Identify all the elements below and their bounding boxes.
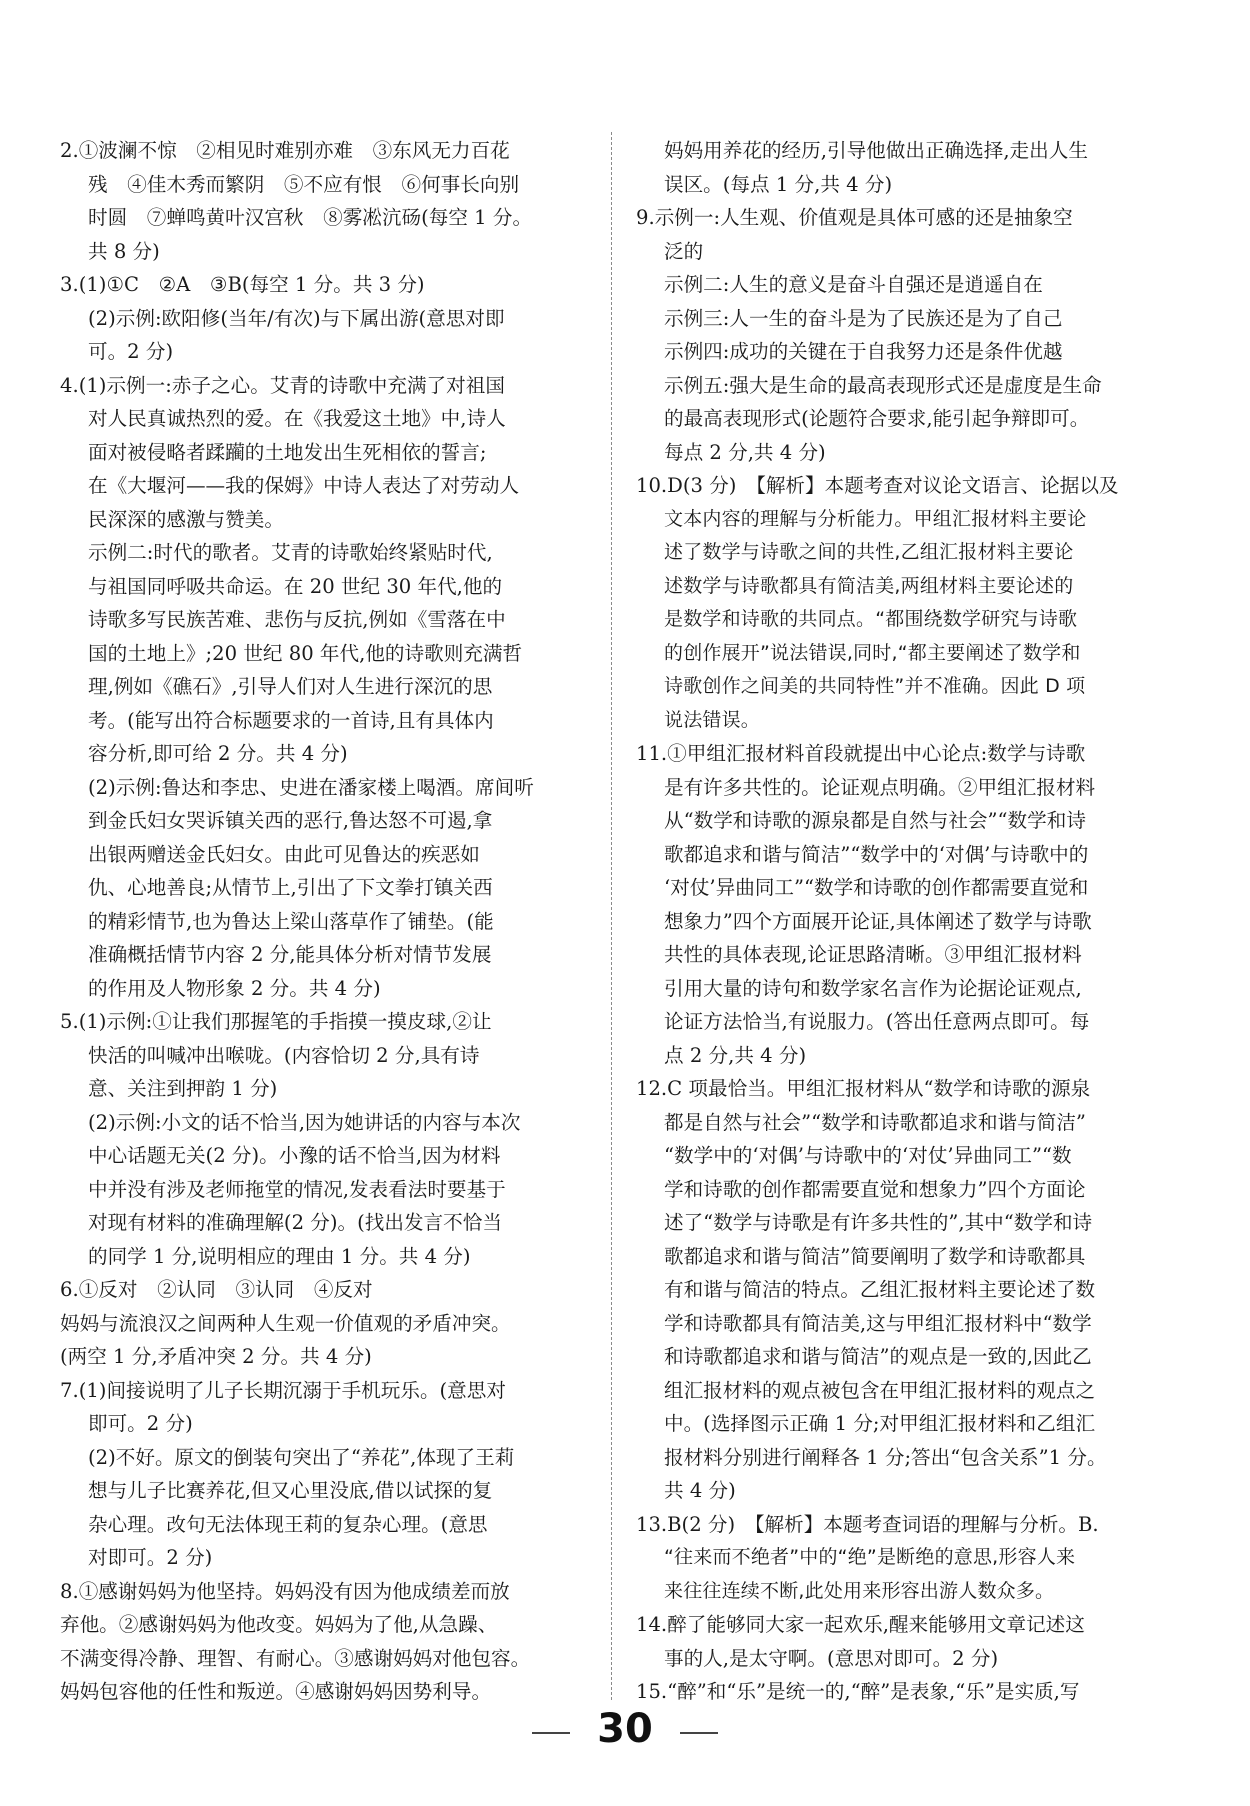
text-line: “往来而不绝者”中的“绝”是断绝的意思,形容人来 — [664, 1546, 1076, 1568]
text-line: 学和诗歌的创作都需要直觉和想象力”四个方面论 — [664, 1177, 1086, 1201]
text-line: 说法错误。 — [664, 708, 761, 731]
text-line: 想与儿子比赛养花,但又心里没底,借以试探的复 — [88, 1479, 493, 1502]
text-line: 有和谐与简洁的特点。乙组汇报材料主要论述了数 — [664, 1278, 1096, 1301]
text-line: 都是自然与社会”“数学和诗歌都追求和谐与简洁” — [664, 1110, 1086, 1134]
text-line: 述了“数学与诗歌是有许多共性的”,其中“数学和诗 — [664, 1211, 1093, 1234]
text-line: 泛的 — [664, 239, 704, 263]
text-line: 对人民真诚热烈的爱。在《我爱这土地》中,诗人 — [88, 407, 506, 430]
text-line: 意、关注到押韵 1 分) — [88, 1077, 278, 1100]
text-line: 歌都追求和谐与简洁”简要阐明了数学和诗歌都具 — [664, 1244, 1086, 1268]
text-line: 误区。(每点 1 分,共 4 分) — [664, 172, 893, 196]
text-line: 13.B(2 分) 【解析】本题考查词语的理解与分析。B. — [636, 1512, 1099, 1536]
text-line: 在《大堰河——我的保姆》中诗人表达了对劳动人 — [88, 474, 520, 497]
text-line: (2)不好。原文的倒装句突出了“养花”,体现了王莉 — [88, 1445, 515, 1469]
text-line: 容分析,即可给 2 分。共 4 分) — [88, 742, 348, 765]
text-line: 快活的叫喊冲出喉咙。(内容恰切 2 分,具有诗 — [88, 1043, 480, 1067]
text-line: 论证方法恰当,有说服力。(答出任意两点即可。每 — [664, 1010, 1090, 1033]
text-line: 是有许多共性的。论证观点明确。②甲组汇报材料 — [664, 775, 1096, 799]
text-line: 6.①反对 ②认同 ③认同 ④反对 — [60, 1278, 373, 1301]
text-line: 妈妈包容他的任性和叛逆。④感谢妈妈因势利导。 — [60, 1680, 492, 1703]
text-line: 7.(1)间接说明了儿子长期沉溺于手机玩乐。(意思对 — [60, 1378, 506, 1402]
text-line: 学和诗歌都具有简洁美,这与甲组汇报材料中“数学 — [664, 1311, 1092, 1335]
text-line: 点 2 分,共 4 分) — [664, 1043, 807, 1067]
text-line: 诗歌多写民族苦难、悲伤与反抗,例如《雪落在中 — [88, 608, 506, 631]
text-line: 即可。2 分) — [88, 1412, 193, 1435]
text-line: 弃他。②感谢妈妈为他改变。妈妈为了他,从急躁、 — [60, 1613, 498, 1636]
text-line: 的最高表现形式(论题符合要求,能引起争辩即可。 — [664, 407, 1090, 430]
text-line: 共性的具体表现,论证思路清晰。③甲组汇报材料 — [664, 943, 1082, 966]
text-line: 引用大量的诗句和数学家名言作为论据论证观点, — [664, 976, 1082, 1000]
text-line: 和诗歌都追求和谐与简洁”的观点是一致的,因此乙 — [664, 1345, 1092, 1368]
text-line: 与祖国同呼吸共命运。在 20 世纪 30 年代,他的 — [88, 574, 503, 598]
text-line: 残 ④佳木秀而繁阴 ⑤不应有恨 ⑥何事长向别 — [88, 172, 520, 196]
text-line: 14.醉了能够同大家一起欢乐,醒来能够用文章记述这 — [636, 1613, 1085, 1636]
text-line: 对现有材料的准确理解(2 分)。(找出发言不恰当 — [88, 1211, 502, 1234]
text-line: 文本内容的理解与分析能力。甲组汇报材料主要论 — [664, 507, 1087, 530]
text-line: 出银两赠送金氏妇女。由此可见鲁达的疾恶如 — [88, 842, 480, 866]
text-line: 的精彩情节,也为鲁达上梁山落草作了铺垫。(能 — [88, 909, 494, 933]
text-line: 述了数学与诗歌之间的共性,乙组汇报材料主要论 — [664, 541, 1074, 563]
text-line: 示例三:人一生的奋斗是为了民族还是为了自己 — [664, 306, 1063, 330]
text-line: 的同学 1 分,说明相应的理由 1 分。共 4 分) — [88, 1244, 471, 1268]
text-line: 3.(1)①C ②A ③B(每空 1 分。共 3 分) — [60, 273, 425, 296]
text-line: 8.①感谢妈妈为他坚持。妈妈没有因为他成绩差而放 — [60, 1579, 510, 1603]
text-line: 来往往连续不断,此处用来形容出游人数众多。 — [664, 1579, 1055, 1602]
footer-dash-right — [680, 1732, 718, 1734]
text-line: 报材料分别进行阐释各 1 分;答出“包含关系”1 分。 — [664, 1445, 1107, 1469]
page-number: 30 — [597, 1706, 653, 1752]
text-line: 9.示例一:人生观、价值观是具体可感的还是抽象空 — [636, 206, 1073, 229]
text-line: 述数学与诗歌都具有简洁美,两组材料主要论述的 — [664, 574, 1074, 597]
text-line: 5.(1)示例:①让我们那握笔的手指摸一摸皮球,②让 — [60, 1010, 492, 1033]
page-footer — [0, 1702, 1250, 1762]
text-line: 4.(1)示例一:赤子之心。艾青的诗歌中充满了对祖国 — [60, 373, 505, 397]
text-line: 从“数学和诗歌的源泉都是自然与社会”“数学和诗 — [664, 809, 1086, 832]
text-line: “数学中的‘对偶’与诗歌中的‘对仗’异曲同工”“数 — [664, 1144, 1072, 1167]
text-line: 共 8 分) — [88, 239, 160, 263]
text-line: (2)示例:鲁达和李忠、史进在潘家楼上喝酒。席间听 — [88, 775, 534, 799]
text-line: 对即可。2 分) — [88, 1546, 213, 1569]
text-line: 10.D(3 分) 【解析】本题考查对议论文语言、论据以及 — [636, 474, 1119, 497]
right-column — [636, 134, 1166, 1709]
text-line: 示例五:强大是生命的最高表现形式还是虚度是生命 — [664, 373, 1102, 397]
text-line: 组汇报材料的观点被包含在甲组汇报材料的观点之 — [664, 1378, 1096, 1402]
text-line: 15.“醉”和“乐”是统一的,“醉”是表象,“乐”是实质,写 — [636, 1680, 1080, 1703]
text-line: 示例四:成功的关键在于自我努力还是条件优越 — [664, 340, 1063, 363]
text-line: 是数学和诗歌的共同点。“都围绕数学研究与诗歌 — [664, 608, 1078, 630]
text-line: 理,例如《礁石》,引导人们对人生进行深沉的思 — [88, 675, 493, 698]
text-line: 11.①甲组汇报材料首段就提出中心论点:数学与诗歌 — [636, 742, 1086, 765]
text-line: 示例二:时代的歌者。艾青的诗歌始终紧贴时代, — [88, 541, 493, 564]
text-line: 准确概括情节内容 2 分,能具体分析对情节发展 — [88, 943, 492, 966]
text-line: 民深深的感激与赞美。 — [88, 507, 284, 531]
text-line: ‘对仗’异曲同工”“数学和诗歌的创作都需要直觉和 — [664, 876, 1089, 899]
text-line: 中心话题无关(2 分)。小豫的话不恰当,因为材料 — [88, 1144, 501, 1167]
text-line: 中并没有涉及老师拖堂的情况,发表看法时要基于 — [88, 1177, 506, 1201]
text-line: 仇、心地善良;从情节上,引出了下文拳打镇关西 — [88, 876, 493, 899]
left-column — [60, 134, 590, 1709]
text-line: 2.①波澜不惊 ②相见时难别亦难 ③东风无力百花 — [60, 139, 510, 162]
column-divider — [611, 132, 612, 1700]
text-line: 共 4 分) — [664, 1479, 736, 1502]
text-line: 歌都追求和谐与简洁”“数学中的‘对偶’与诗歌中的 — [664, 842, 1089, 866]
text-line: 可。2 分) — [88, 340, 174, 363]
text-line: 到金氏妇女哭诉镇关西的恶行,鲁达怒不可遏,拿 — [88, 809, 493, 832]
text-line: 中。(选择图示正确 1 分;对甲组汇报材料和乙组汇 — [664, 1412, 1096, 1435]
text-line: (2)示例:小文的话不恰当,因为她讲话的内容与本次 — [88, 1110, 521, 1134]
text-line: 事的人,是太守啊。(意思对即可。2 分) — [664, 1646, 999, 1670]
text-line: 诗歌创作之间美的共同特性”并不准确。因此 D 项 — [664, 675, 1086, 697]
text-line: 不满变得冷静、理智、有耐心。③感谢妈妈对他包容。 — [60, 1646, 531, 1670]
text-line: 12.C 项最恰当。甲组汇报材料从“数学和诗歌的源泉 — [636, 1077, 1091, 1100]
text-line: 杂心理。改句无法体现王莉的复杂心理。(意思 — [88, 1512, 488, 1536]
text-line: 每点 2 分,共 4 分) — [664, 440, 826, 464]
text-line: 的作用及人物形象 2 分。共 4 分) — [88, 976, 381, 1000]
text-line: 的创作展开”说法错误,同时,“都主要阐述了数学和 — [664, 641, 1081, 664]
text-line: (2)示例:欧阳修(当年/有次)与下属出游(意思对即 — [88, 306, 505, 330]
footer-dash-left — [532, 1732, 570, 1734]
text-line: 面对被侵略者蹂躏的土地发出生死相依的誓言; — [88, 440, 487, 464]
text-line: 示例二:人生的意义是奋斗自强还是逍遥自在 — [664, 273, 1043, 296]
text-line: 想象力”四个方面展开论证,具体阐述了数学与诗歌 — [664, 909, 1092, 933]
text-line: 妈妈用养花的经历,引导他做出正确选择,走出人生 — [664, 139, 1088, 162]
text-line: 妈妈与流浪汉之间两种人生观一价值观的矛盾冲突。 — [60, 1311, 511, 1335]
text-line: 时圆 ⑦蝉鸣黄叶汉宫秋 ⑧雾凇沆砀(每空 1 分。 — [88, 206, 533, 229]
text-line: 国的土地上》;20 世纪 80 年代,他的诗歌则充满哲 — [88, 641, 523, 665]
text-line: (两空 1 分,矛盾冲突 2 分。共 4 分) — [60, 1345, 372, 1368]
text-line: 考。(能写出符合标题要求的一首诗,且有具体内 — [88, 708, 494, 732]
